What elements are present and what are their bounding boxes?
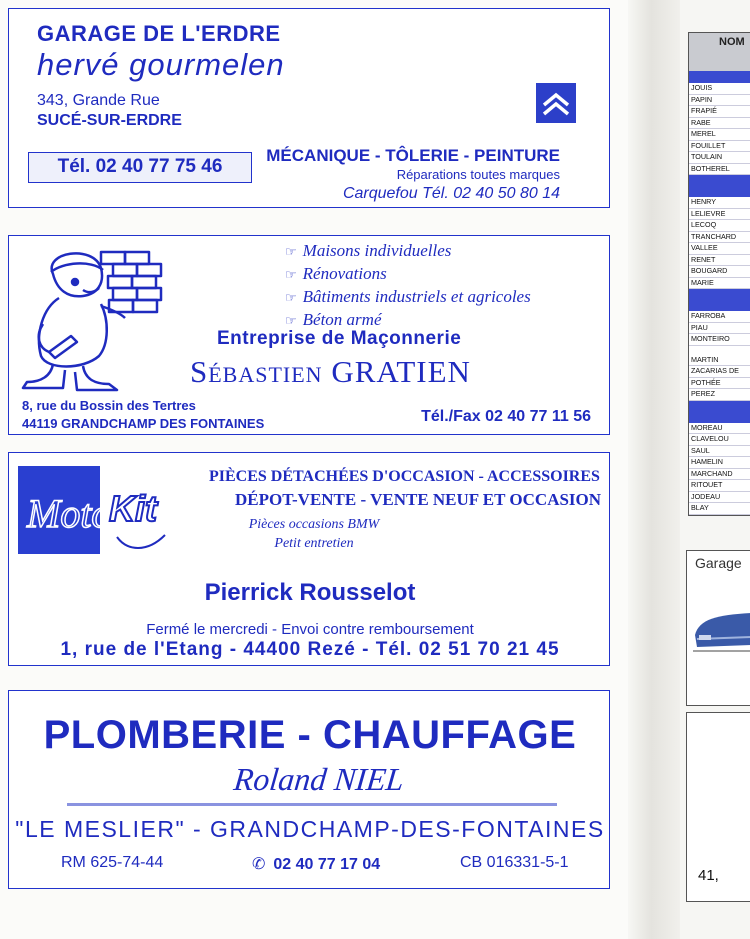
ad-line-sales: DÉPOT-VENTE - VENTE NEUF ET OCCASION: [235, 490, 602, 509]
table-row: PEREZ: [689, 389, 750, 401]
table-row: MARIE: [689, 278, 750, 290]
table-row: ZACARIAS DE: [689, 366, 750, 378]
table-row: SAUL: [689, 446, 750, 458]
ad-line-service: Petit entretien: [274, 536, 354, 551]
table-section-bar: [689, 175, 750, 197]
pointing-hand-icon: ☞: [285, 244, 297, 259]
ad-address-phone: 1, rue de l'Etang - 44400 Rezé - Tél. 02 51 70 21 45: [60, 639, 560, 660]
table-row: TOULAIN: [689, 152, 750, 164]
ad-owner: Pierrick Rousselot: [204, 579, 416, 606]
table-row: PAPIN: [689, 95, 750, 107]
table-row: PIAU: [689, 323, 750, 335]
table-section-bar: [689, 401, 750, 423]
pointing-hand-icon: ☞: [285, 313, 297, 328]
names-table: [688, 32, 750, 516]
table-section-bar: [689, 289, 750, 311]
ad-phone: Tél./Fax 02 40 77 11 56: [421, 408, 591, 425]
ad-town: SUCÉ-SUR-ERDRE: [37, 112, 182, 129]
table-row: RABE: [689, 118, 750, 130]
ad-plomberie: [8, 690, 610, 889]
ad-address: 343, Grande Rue: [37, 92, 160, 109]
ad-phone: ✆ 02 40 77 17 04: [252, 856, 381, 873]
list-item: ☞ Bâtiments industriels et agricoles: [285, 287, 531, 306]
ad-owner: hervé gourmelen: [37, 47, 285, 82]
table-row: HENRY: [689, 197, 750, 209]
ad-card-cropped: [686, 712, 750, 902]
ad-motokit: [8, 452, 610, 666]
table-row: LELIEVRE: [689, 209, 750, 221]
ad-title: GARAGE DE L'ERDRE: [37, 21, 281, 46]
garage-card: [686, 550, 750, 706]
ad-phone-box: Tél. 02 40 77 75 46: [28, 152, 252, 183]
page-gutter: [628, 0, 680, 939]
services-list: [285, 240, 531, 332]
table-section-bar: [689, 71, 750, 83]
ad-town: 44119 GRANDCHAMP DES FONTAINES: [22, 416, 265, 431]
ad-title: PLOMBERIE - CHAUFFAGE: [43, 713, 577, 757]
table-row: MEREL: [689, 129, 750, 141]
table-row: TRANCHARD: [689, 232, 750, 244]
list-item: ☞ Béton armé: [285, 310, 382, 329]
ad-rm-number: RM 625-74-44: [61, 854, 164, 871]
pointing-hand-icon: ☞: [285, 267, 297, 282]
table-row: RITOUET: [689, 480, 750, 492]
card-title: Garage: [695, 555, 742, 571]
table-row: VALLEE: [689, 243, 750, 255]
table-row: MARCHAND: [689, 469, 750, 481]
table-row: MONTEIRO: [689, 334, 750, 346]
car-image: [693, 589, 750, 659]
ad-branch-phone: Carquefou Tél. 02 40 50 80 14: [342, 185, 560, 202]
logo-text-kit: Kit: [109, 488, 157, 529]
citroen-logo-icon: [536, 83, 576, 123]
ad-line-parts: PIÈCES DÉTACHÉES D'OCCASION - ACCESSOIRES: [209, 468, 600, 485]
card-text: 41,: [698, 867, 719, 884]
ad-repairs: Réparations toutes marques: [396, 167, 560, 182]
table-row: HAMELIN: [689, 457, 750, 469]
ad-cb-number: CB 016331-5-1: [460, 854, 569, 871]
phone-icon: ✆: [252, 856, 266, 873]
ad-location: "LE MESLIER" - GRANDCHAMP-DES-FONTAINES: [15, 816, 605, 842]
list-item: ☞ Rénovations: [285, 264, 387, 283]
list-item: ☞ Maisons individuelles: [285, 241, 452, 260]
table-row: BLAY: [689, 503, 750, 515]
table-row: POTHÉE: [689, 378, 750, 390]
ad-services: MÉCANIQUE - TÔLERIE - PEINTURE: [266, 146, 560, 165]
company-owner: Sébastien GRATIEN: [190, 354, 471, 389]
table-row: FRAPIÉ: [689, 106, 750, 118]
signature: Roland NIEL: [232, 761, 406, 797]
divider: [67, 803, 557, 806]
table-row: MOREAU: [689, 423, 750, 435]
table-header: NOM: [689, 33, 750, 71]
table-row: MARTIN: [689, 355, 750, 367]
company-type: Entreprise de Maçonnerie: [217, 328, 462, 349]
table-row: LECOQ: [689, 220, 750, 232]
table-row: JOUIS: [689, 83, 750, 95]
ad-note: Fermé le mercredi - Envoi contre remboursement: [146, 621, 474, 638]
ad-garage-erdre: [8, 8, 610, 208]
table-row: CLAVELOU: [689, 434, 750, 446]
table-row: BOTHEREL: [689, 164, 750, 176]
table-row: JODEAU: [689, 492, 750, 504]
ad-address: 8, rue du Bossin des Tertres: [22, 398, 196, 413]
table-gap: [689, 346, 750, 355]
pointing-hand-icon: ☞: [285, 290, 297, 305]
ad-maconnerie: [8, 235, 610, 435]
mason-mascot-icon: [13, 244, 173, 392]
logo-text-moto: Moto: [27, 491, 112, 536]
table-row: FOUILLET: [689, 141, 750, 153]
ad-line-bmw: Pièces occasions BMW: [248, 517, 380, 532]
table-row: RENET: [689, 255, 750, 267]
table-row: FARROBA: [689, 311, 750, 323]
table-row: BOUGARD: [689, 266, 750, 278]
